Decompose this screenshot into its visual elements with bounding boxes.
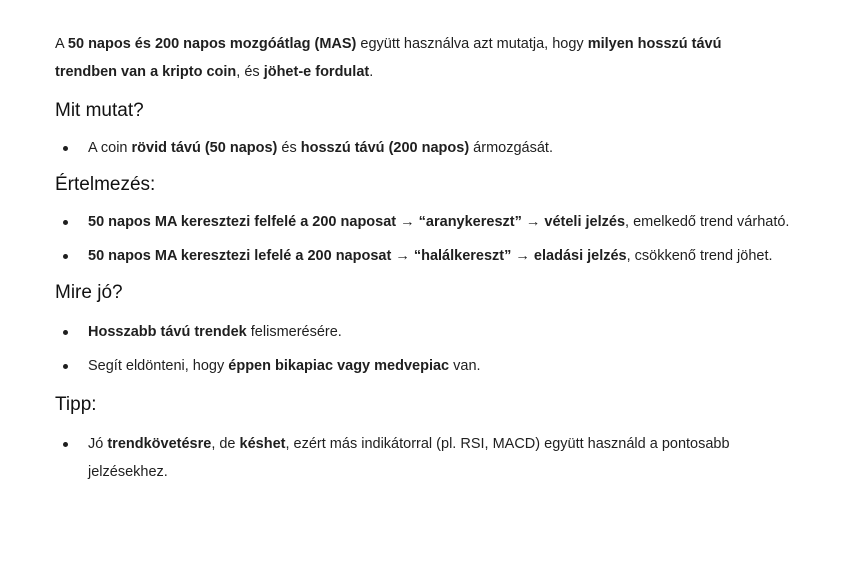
bullet-icon: [63, 254, 68, 259]
list-mit-mutat: [55, 134, 810, 162]
list-item: [55, 318, 810, 346]
item-bold: trendkövetésre: [107, 436, 212, 452]
intro-text: együtt használva azt mutatja, hogy: [356, 36, 588, 52]
bullet-icon: [63, 364, 68, 369]
intro-text: A: [55, 36, 68, 52]
heading-mire-jo: Mire jó?: [55, 282, 123, 303]
bullet-icon: [63, 442, 68, 447]
bullet-icon: [63, 220, 68, 225]
item-text: , csökkenő trend jöhet.: [626, 248, 773, 264]
item-bold: rövid távú (50 napos): [131, 140, 278, 156]
heading-tipp: Tipp:: [55, 394, 97, 415]
intro-text: .: [369, 64, 374, 80]
item-text: Jó: [88, 436, 108, 452]
item-text: ármozgását.: [469, 140, 553, 156]
list-item: [55, 134, 810, 162]
list-ertelmezes: [55, 208, 810, 270]
item-text: felismerésére.: [246, 324, 342, 340]
list-item: [55, 352, 810, 380]
intro-paragraph: [55, 30, 775, 86]
item-text: , de: [211, 436, 240, 452]
list-tipp: [55, 430, 810, 486]
item-text: , emelkedő trend várható.: [625, 214, 790, 230]
item-bold: késhet: [239, 436, 286, 452]
bullet-icon: [63, 330, 68, 335]
intro-text: , és: [236, 64, 264, 80]
item-text: , ezért más indikátorral (pl. RSI, MACD) együtt használd a pontosabb jelzésekhez.: [88, 436, 730, 480]
list-item: [55, 242, 810, 270]
item-bold: 50 napos MA keresztezi felfelé a 200 naposat → “aranykereszt” → vételi jelzés: [88, 214, 626, 230]
item-bold: Hosszabb távú trendek: [88, 324, 247, 340]
bullet-icon: [63, 146, 68, 151]
item-bold: 50 napos MA keresztezi lefelé a 200 naposat → “halálkereszt” → eladási jelzés: [88, 248, 627, 264]
item-text: Segít eldönteni, hogy: [88, 358, 229, 374]
item-text: és: [277, 140, 301, 156]
item-text: A coin: [88, 140, 132, 156]
heading-mit-mutat: Mit mutat?: [55, 100, 144, 121]
intro-bold-fordulat: jöhet-e fordulat: [263, 64, 370, 80]
item-bold: hosszú távú (200 napos): [300, 140, 470, 156]
list-mire-jo: [55, 318, 810, 380]
list-item: [55, 430, 810, 486]
item-text: van.: [449, 358, 481, 374]
heading-ertelmezes: Értelmezés:: [55, 174, 156, 195]
intro-bold-trend: milyen hosszú távú trendben van a kripto coin: [55, 36, 722, 80]
list-item: [55, 208, 810, 236]
intro-bold-mas: 50 napos és 200 napos mozgóátlag (MAS): [67, 36, 357, 52]
item-bold: éppen bikapiac vagy medvepiac: [228, 358, 450, 374]
